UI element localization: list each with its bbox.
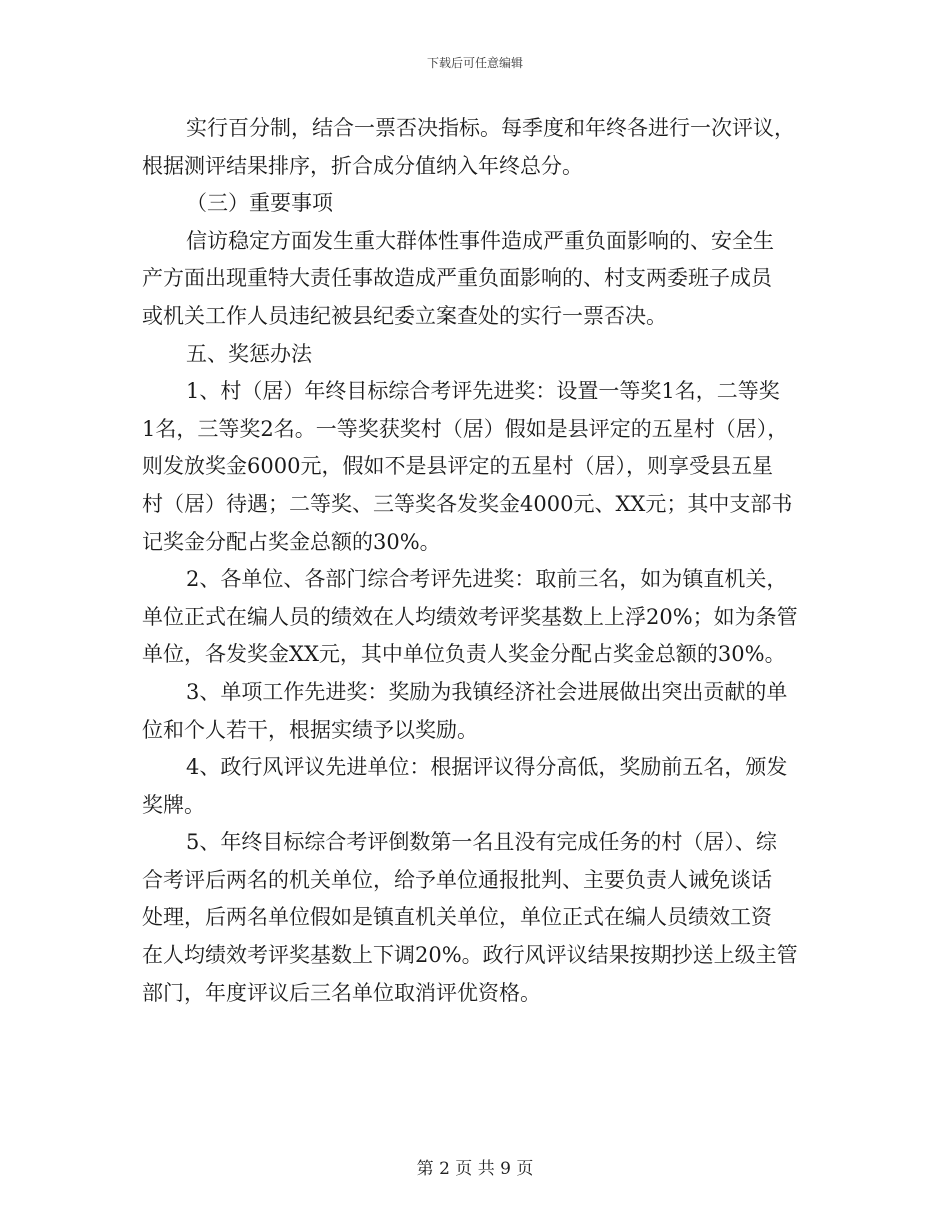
text-line: 根据测评结果排序，折合成分值纳入年终总分。: [142, 153, 583, 178]
text-line: 记奖金分配占奖金总额的30%。: [142, 529, 441, 554]
text-line: 村（居）待遇；二等奖、三等奖各发奖金4000元、XX元；其中支部书: [142, 491, 793, 516]
text-line: 位和个人若干，根据实绩予以奖励。: [142, 717, 478, 742]
text-line: 处理，后两名单位假如是镇直机关单位，单位正式在编人员绩效工资: [142, 905, 772, 930]
text-line: 2、各单位、各部门综合考评先进奖：取前三名，如为镇直机关，: [186, 567, 788, 592]
text-line: 奖牌。: [142, 792, 205, 817]
text-line: 或机关工作人员违纪被县纪委立案查处的实行一票否决。: [142, 303, 667, 328]
text-line: 5、年终目标综合考评倒数第一名且没有完成任务的村（居）、综: [186, 830, 777, 855]
text-line: 在人均绩效考评奖基数上下调20%。政行风评议结果按期抄送上级主管: [142, 943, 798, 968]
document-body: [142, 110, 812, 1012]
text-line: 4、政行风评议先进单位：根据评议得分高低，奖励前五名，颁发: [186, 755, 788, 780]
text-line: 合考评后两名的机关单位，给予单位通报批判、主要负责人诫免谈话: [142, 867, 772, 892]
text-line: （三）重要事项: [186, 191, 333, 216]
text-line: 则发放奖金6000元，假如不是县评定的五星村（居），则享受县五星: [142, 454, 773, 479]
text-line: 单位正式在编人员的绩效在人均绩效考评奖基数上上浮20%；如为条管: [142, 604, 798, 629]
text-line: 实行百分制，结合一票否决指标。每季度和年终各进行一次评议，: [186, 116, 795, 140]
text-line: 产方面出现重特大责任事故造成严重负面影响的、村支两委班子成员: [142, 266, 772, 291]
page-header: 下载后可任意编辑: [426, 56, 523, 70]
text-line: 信访稳定方面发生重大群体性事件造成严重负面影响的、安全生: [186, 228, 774, 253]
text-line: 单位，各发奖金XX元，其中单位负责人奖金分配占奖金总额的30%。: [142, 642, 786, 667]
text-line: 1、村（居）年终目标综合考评先进奖：设置一等奖1名，二等奖: [186, 379, 780, 404]
text-line: 部门，年度评议后三名单位取消评优资格。: [142, 980, 541, 1005]
text-line: 五、奖惩办法: [186, 341, 312, 366]
page-number: 第 2 页 共 9 页: [416, 1159, 534, 1179]
text-line: 1名，三等奖2名。一等奖获奖村（居）假如是县评定的五星村（居），: [142, 416, 789, 441]
text-line: 3、单项工作先进奖：奖励为我镇经济社会进展做出突出贡献的单: [186, 679, 788, 704]
